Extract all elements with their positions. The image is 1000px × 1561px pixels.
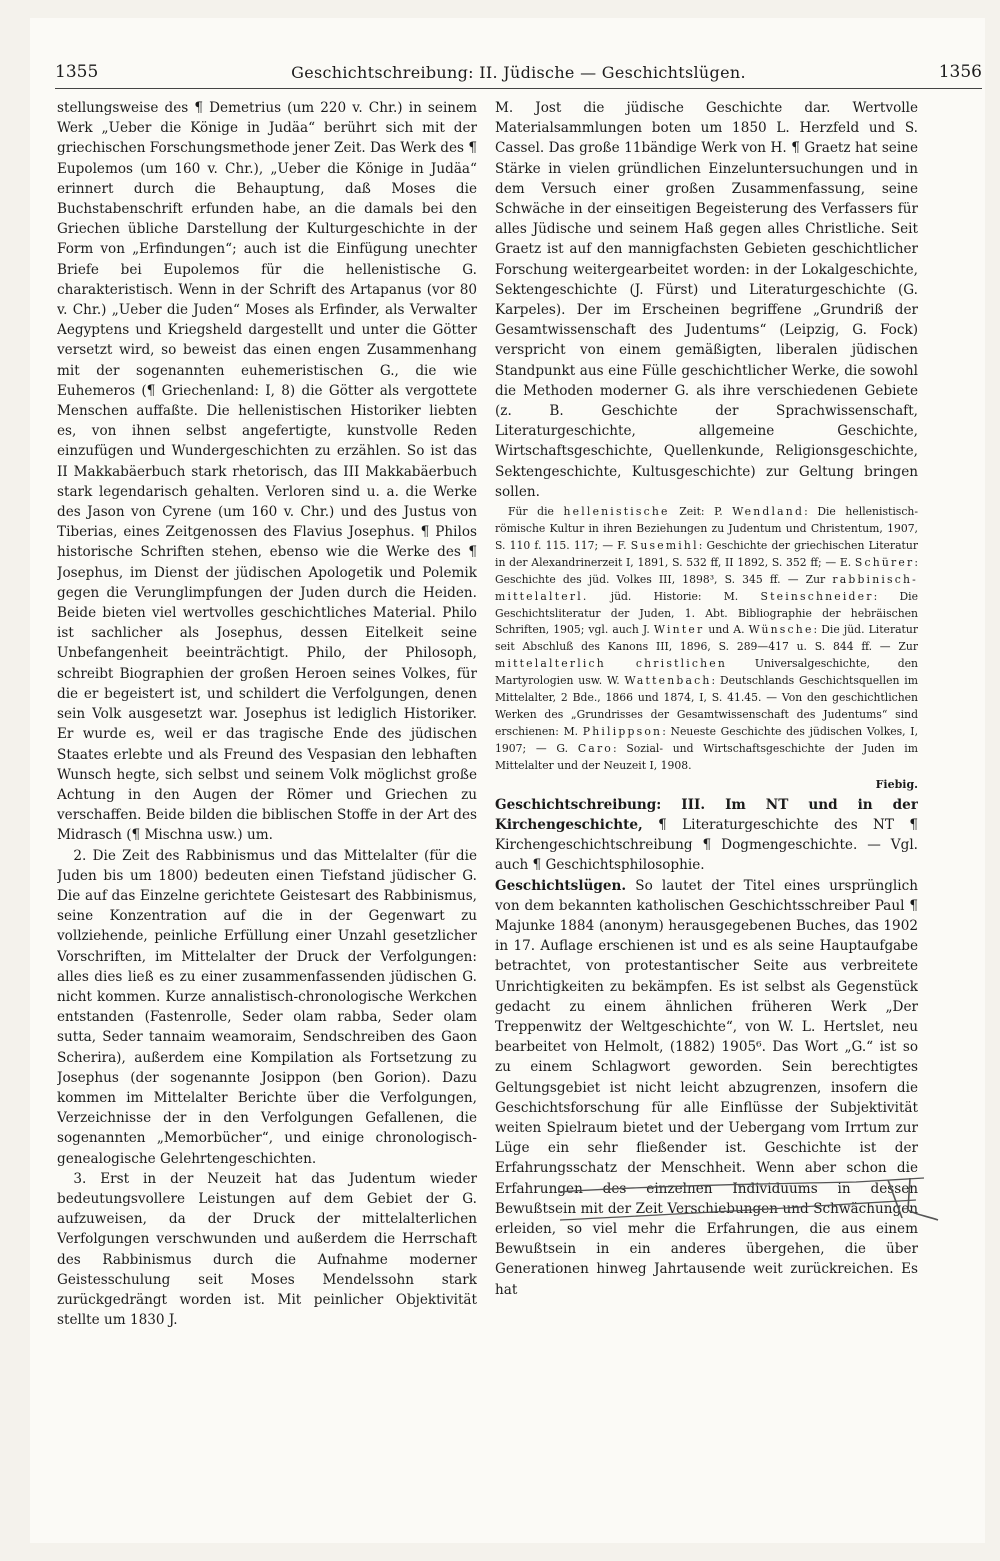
lit-emph: hellenistische <box>563 505 670 519</box>
right-column <box>495 98 918 1537</box>
lit-emph: rabbinisch-mittelalterl. <box>495 572 918 603</box>
lit-text: : Deutschlands Geschichtsquellen im Mittelalter, 2 Bde., 1866 und 1874, I, S. 41.45. — Von den geschichtlichen Werken des „Grundrisses der Gesamtwissenschaft des Judentums“ sind erschienen: M. <box>495 674 918 738</box>
lit-text: : Neueste Geschichte des jüdischen Volkes, I, 1907; — G. <box>495 724 918 755</box>
entry-nt-church <box>495 795 918 876</box>
lit-text: : Die Geschichtsliteratur der Juden, 1. Abt. Bibliographie der hebräischen Schriften, 1905; vgl. auch J. <box>495 589 918 637</box>
lit-text: : Die jüd. Literatur seit Abschluß des Kanons III, 1896, S. 289—417 u. S. 844 ff. — Zur <box>495 623 918 654</box>
lit-text: : Die hellenistisch-römische Kultur in ihren Beziehungen zu Judentum und Christentum, 1907, S. 110 f. 115. 117; — F. <box>495 505 918 552</box>
author-signature: Fiebig. <box>875 777 918 791</box>
paragraph-jost-graetz: M. Jost die jüdische Geschichte dar. Wertvolle Materialsammlungen boten um 1850 L. Herzfeld und S. Cassel. Das große 11bändige Werk von H. ¶ Graetz hat seine Stärke in vielen gründlichen Einzeluntersuchungen und in dem Versuch einer großen Zusammenfassung, seine Schwäche in der einseitigen Begeisterung des Verfassers für alles Jüdische und seinem Haß gegen alles Christliche. Seit Graetz ist auf den mannigfachsten Gebieten geschichtlicher Forschung weitergearbeitet worden: in der Lokalgeschichte, Sektengeschichte (J. Fürst) und Literaturgeschichte (G. Karpeles). Der im Erscheinen begriffene „Grundriß der Gesamtwissenschaft des Judentums“ (Leipzig, G. Fock) verspricht von einem gemäßigten, liberalen jüdischen Standpunkt aus eine Fülle geschichtlicher Werke, die sowohl die Methoden moderner G. als ihre verschiedenen Gebiete (z. B. Geschichte der Sprachwissenschaft, Literaturgeschichte, allgemeine Geschichte, Wirtschaftsgeschichte, Quellenkunde, Religionsgeschichte, Sektengeschichte, Kultusgeschichte) zur Geltung bringen sollen. <box>495 100 918 500</box>
lit-author: Wünsche <box>748 623 814 637</box>
literature-list <box>495 504 918 775</box>
lit-author: Caro <box>577 741 614 755</box>
left-column <box>57 98 477 1537</box>
paragraph-rabbinism: 2. Die Zeit des Rabbinismus und das Mittelalter (für die Juden bis um 1800) bedeuten einen Tiefstand jüdischer G. Die auf das Einzelne gerichtete Geistesart des Rabbinismus, seine Konzentration auf die in der Gegenwart zu vollziehende, peinliche Erfüllung einer Unzahl gesetzlicher Vorschriften, im Mittelalter der Druck der Verfolgungen: alles dies ließ es zu einer zusammenfassenden jüdischen G. nicht kommen. Kurze annalistisch-chronologische Werkchen entstanden (Fastenrolle, Seder olam rabba, Seder olam sutta, Seder tannaim weamoraim, Sendschreiben des Gaon Scherira), außerdem eine Kompilation als Fortsetzung zu Josephus (der sogenannte Josippon (ben Gorion). Dazu kommen im Mittelalter Berichte über die Verfolgungen, Verzeichnisse der in den Verfolgungen Gefallenen, die sogenannten „Memorbücher“, und einige chronologisch-genealogische Gelehrtengeschichten. <box>57 847 477 1167</box>
entry-heading: Geschichtschreibung: III. Im NT und in der Kirchengeschichte, <box>495 796 918 833</box>
lit-author: Wattenbach <box>624 674 712 688</box>
paragraph-modern: 3. Erst in der Neuzeit hat das Judentum wieder bedeutungsvollere Leistungen auf dem Gebiet der G. aufzuweisen, da der Druck der mittelalterlichen Verfolgungen verschwunden und außerdem die Herrschaft des Rabbinismus durch die Aufnahme moderner Geistesschulung seit Moses Mendelssohn stark zurückgedrängt worden ist. Mit peinlicher Objektivität stellte um 1830 J. <box>57 1170 477 1329</box>
page-number-right: 1356 <box>938 62 982 82</box>
entry-body: So lautet der Titel eines ursprünglich von dem bekannten katholischen Geschichtsschreiber Paul ¶ Majunke 1884 (anonym) herausgegebenen Buches, das 1902 in 17. Auflage erschienen ist und es als seine Hauptaufgabe betrachtet, von protestantischer Seite aus verbreitete Unrichtigkeiten zu bekämpfen. Es ist selbst als Gegenstück gedacht zu einem ähnlichen früheren Werk „Der Treppenwitz der Weltgeschichte“, von W. L. Hertslet, neu bearbeitet von Helmolt, (1882) 1905⁶. Das Wort „G.“ ist so zu einem Schlagwort geworden. Sein berechtigtes Geltungsgebiet ist nicht leicht abzugrenzen, insofern die Geschichtsforschung für alle Einflüsse der Subjektivität weiten Spielraum bietet und der Uebergang vom Irrtum zur Lüge ein sehr fließender ist. Geschichte ist der Erfahrungsschatz der Menschheit. Wenn aber schon die Erfahrungen des einzelnen Individuums in dessen Bewußtsein mit der Zeit Verschiebungen und Schwächungen erleiden, so viel mehr die Erfahrungen, die aus einem Bewußtsein in ein anderes übergehen, die über Generationen hinweg Jahrtausende weit zurückreichen. Es hat <box>495 877 918 1298</box>
lit-text: : Geschichte des jüd. Volkes III, 1898³, S. 345 ff. — Zur <box>495 555 918 586</box>
lit-emph: mittelalterlich christlichen <box>495 657 728 671</box>
lit-author: Winter <box>653 623 705 637</box>
lit-author: Schürer <box>854 555 915 569</box>
lit-text: und A. <box>704 623 749 637</box>
lit-text: jüd. Historie: M. <box>588 589 761 603</box>
entry-body: ¶ Literaturgeschichte des NT ¶ Kirchengeschichtschreibung ¶ Dogmengeschichte. — Vgl. auch ¶ Geschichtsphilosophie. <box>495 816 918 874</box>
lit-text: : Sozial- und Wirtschaftsgeschichte der Juden im Mittelalter und der Neuzeit I, 1908. <box>495 741 918 772</box>
lit-text: Für die <box>507 505 564 519</box>
lit-text: Universalgeschichte, den Martyrologien usw. W. <box>495 657 918 688</box>
paragraph-hellenistic: stellungsweise des ¶ Demetrius (um 220 v. Chr.) in seinem Werk „Ueber die Könige in Judäa“ berührt sich mit der griechischen Forschungsmethode jener Zeit. Das Werk des ¶ Eupolemos (um 160 v. Chr.), „Ueber die Könige in Judäa“ erinnert durch die Behauptung, daß Moses die Buchstabenschrift erfunden habe, an die damals bei den Griechen übliche Darstellung der Kulturgeschichte in der Form von „Erfindungen“; auch ist die Einfügung unechter Briefe bei Eupolemos für die hellenistische G. charakteristisch. Wenn in der Schrift des Artapanus (vor 80 v. Chr.) „Ueber die Juden“ Moses als Erfinder, als Verwalter Aegyptens und Kriegsheld dargestellt und unter die Götter versetzt wird, so beweist das einen engen Zusammenhang mit der sogenannten euhemeristischen G., die wie Euhemeros (¶ Griechenland: I, 8) die Götter als vergottete Menschen auffaßte. Die hellenistischen Historiker liebten es, von ihnen selbst angefertigte, kunstvolle Reden einzufügen und Wundergeschichten zu erzählen. So ist das II Makkabäerbuch stark rhetorisch, das III Makkabäerbuch stark legendarisch gehalten. Verloren sind u. a. die Werke des Jason von Cyrene (um 160 v. Chr.) und des Justus von Tiberias, eines Zeitgenossen des Flavius Josephus. ¶ Philos historische Schriften stehen, ebenso wie die Werke des ¶ Josephus, im Dienst der jüdischen Apologetik und Polemik gegen die Verunglimpfungen der Juden durch die Heiden. Beide bieten viel wertvolles geschichtliches Material. Philo ist sachlicher als Josephus, dessen Eitelkeit seine Unbefangenheit beeinträchtigt. Philo, der Philosoph, schreibt Biographien der großen Heroen seines Volkes, für die er begeistert ist, und schildert die Verfolgungen, denen sein Volk ausgesetzt war. Josephus ist lediglich Historiker. Er wurde es, weil er das tragische Ende des jüdischen Staates erlebte und als Freund des Vespasian den lebhaften Wunsch hegte, sich selbst und seinem Volk möglichst große Achtung in den Augen der Römer und Griechen zu verschaffen. Beide bilden die biblischen Stoffe in der Art des Midrasch (¶ Mischna usw.) um. <box>57 100 477 844</box>
entry-geschichtsluegen <box>495 876 918 1300</box>
running-head <box>55 42 982 89</box>
running-title: Geschichtschreibung: II. Jüdische — Geschichtslügen. <box>291 63 746 82</box>
page-number-left: 1355 <box>55 62 99 82</box>
lit-author: Philippson <box>582 724 663 738</box>
entry-heading: Geschichtslügen. <box>495 877 627 894</box>
lit-author: Steinschneider <box>760 589 874 603</box>
lit-author: Susemihl <box>630 538 699 552</box>
lit-text: : Geschichte der griechischen Literatur in der Alexandrinerzeit I, 1891, S. 532 ff, II 1892, S. 352 ff; — E. <box>495 538 918 569</box>
lit-text: Zeit: P. <box>669 505 733 519</box>
lit-author: Wendland <box>732 505 805 519</box>
